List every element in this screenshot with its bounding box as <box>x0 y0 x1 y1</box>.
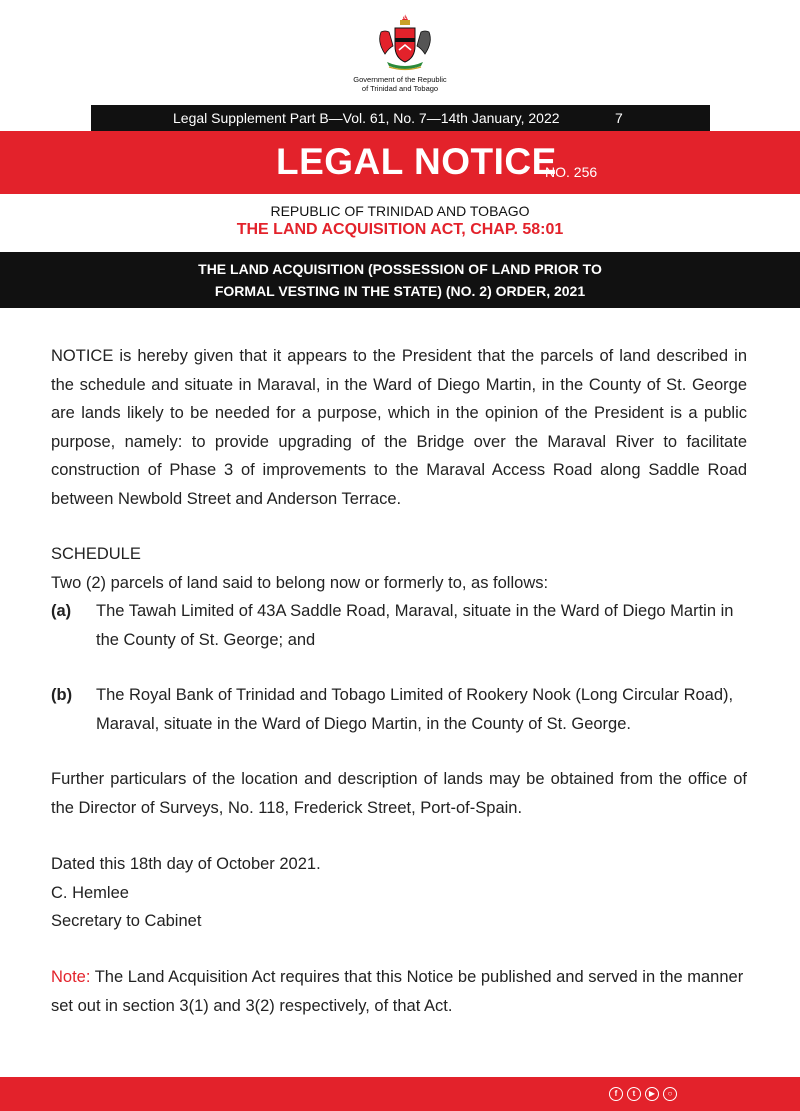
instagram-icon[interactable]: ○ <box>663 1087 677 1101</box>
republic-heading: REPUBLIC OF TRINIDAD AND TOBAGO <box>270 203 530 219</box>
item-text: The Tawah Limited of 43A Saddle Road, Maraval, situate in the Ward of Diego Martin in the County of St. George; and <box>96 602 734 649</box>
further-particulars: Further particulars of the location and description of lands may be obtained from the office of the Director of Surveys, No. 118, Frederick Street, Port-of-Spain. <box>51 770 747 817</box>
schedule-section <box>51 540 747 597</box>
note-paragraph <box>51 963 747 1020</box>
facebook-icon[interactable]: f <box>609 1087 623 1101</box>
youtube-icon[interactable]: ▶ <box>645 1087 659 1101</box>
schedule-intro: Two (2) parcels of land said to belong now or formerly to, as follows: <box>51 573 549 592</box>
act-heading: THE LAND ACQUISITION ACT, CHAP. 58:01 <box>236 221 564 238</box>
supplement-bar <box>91 105 710 131</box>
order-title-line2: FORMAL VESTING IN THE STATE) (NO. 2) ORDER, 2021 <box>214 283 586 299</box>
twitter-icon[interactable]: t <box>627 1087 641 1101</box>
gov-line1: Government of the Republic <box>353 75 447 84</box>
note-label: Note: <box>51 968 91 986</box>
order-title-line1: THE LAND ACQUISITION (POSSESSION OF LAND PRIOR TO <box>198 261 602 277</box>
government-caption <box>300 75 500 93</box>
note-text: The Land Acquisition Act requires that this Notice be published and served in the manner set out in section 3(1) and 3(2) respectively, of that Act. <box>51 968 744 1015</box>
legal-notice-title: LEGAL NOTICE <box>276 141 557 182</box>
legal-notice-number: NO. 256 <box>545 164 598 180</box>
gov-line2: of Trinidad and Tobago <box>361 84 439 93</box>
footer-text: For further information and updates, visit www.mowt.gov.tt and official social media pages. <box>137 10 556 22</box>
signatory-title: Secretary to Cabinet <box>51 912 202 930</box>
notice-paragraph: NOTICE is hereby given that it appears to the President that the parcels of land described in the schedule and situate in Maraval, in the Ward of Diego Martin, in the County of St. George are lands likely to be needed for a purpose, which in the opinion of the President is a public purpose, namely: to provide upgrading of the Bridge over the Maraval River to facilitate construction of Phase 3 of improvements to the Maraval Access Road along Saddle Road between Newbold Street and Anderson Terrace. <box>51 347 747 508</box>
dated-line: Dated this 18th day of October 2021. <box>51 855 321 873</box>
signatory-name: C. Hemlee <box>51 883 129 902</box>
schedule-heading: SCHEDULE <box>51 545 141 563</box>
item-label: (a) <box>51 602 72 620</box>
signature-block <box>51 850 747 936</box>
item-label: (b) <box>51 686 73 704</box>
order-title-bar <box>0 252 800 308</box>
supplement-text: Legal Supplement Part B—Vol. 61, No. 7—14th January, 2022 <box>173 110 560 126</box>
page-number: 7 <box>615 110 623 126</box>
item-text: The Royal Bank of Trinidad and Tobago Limited of Rookery Nook (Long Circular Road), Maraval, situate in the Ward of Diego Martin, in the County of St. George. <box>96 686 734 733</box>
footer-bar <box>0 1077 800 1111</box>
